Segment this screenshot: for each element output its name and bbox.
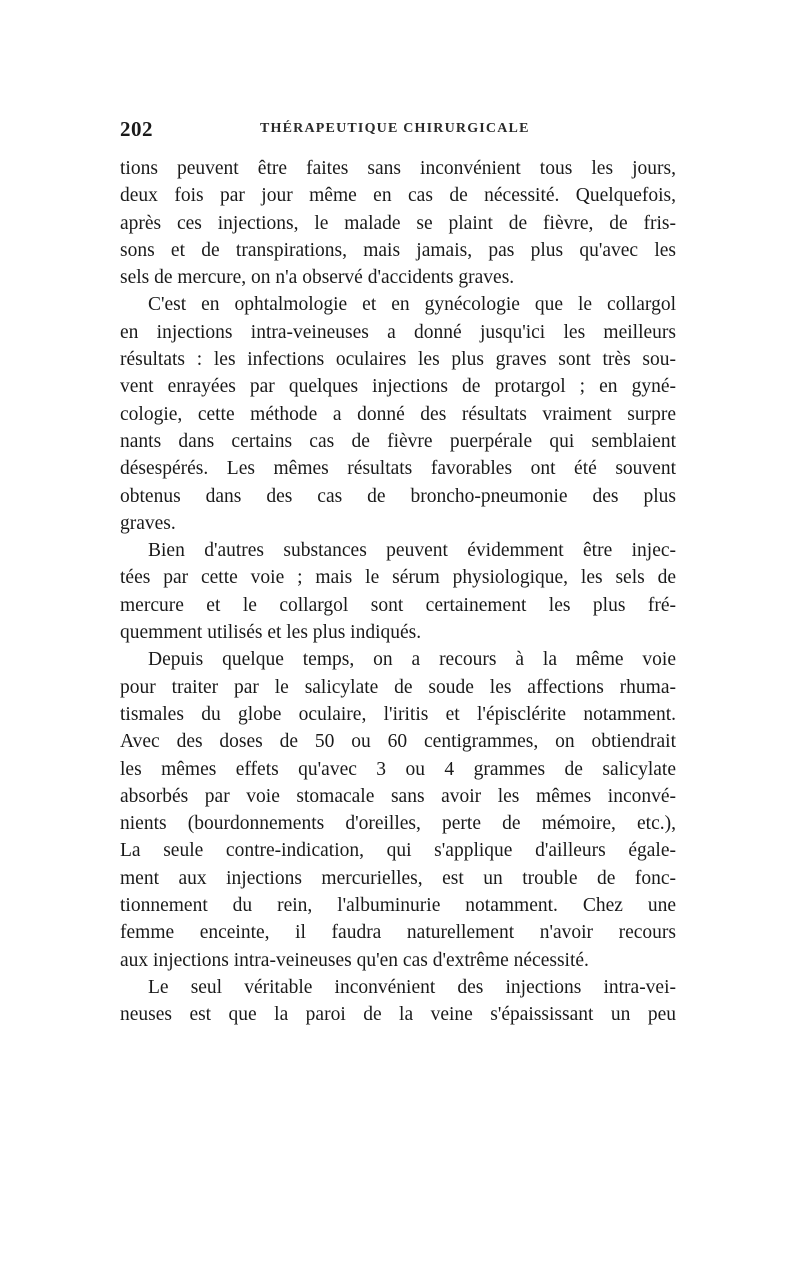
text-line: La seule contre-indication, qui s'applique d'ailleurs égale- (120, 840, 676, 862)
page-header (120, 117, 676, 143)
text-line: pour traiter par le salicylate de soude les affections rhuma- (120, 676, 676, 698)
text-line: aux injections intra-veineuses qu'en cas d'extrême nécessité. (120, 949, 589, 971)
text-line: absorbés par voie stomacale sans avoir les mêmes inconvé- (120, 785, 676, 807)
text-line: nients (bourdonnements d'oreilles, perte de mémoire, etc.), (120, 813, 676, 835)
text-line: sels de mercure, on n'a observé d'accidents graves. (120, 267, 515, 289)
text-line: en injections intra-veineuses a donné jusqu'ici les meilleurs (120, 321, 676, 343)
text-line: mercure et le collargol sont certainement les plus fré- (120, 594, 676, 616)
text-line: Depuis quelque temps, on a recours à la même voie (148, 649, 676, 671)
text-line: obtenus dans des cas de broncho-pneumonie des plus (120, 485, 676, 507)
text-line: tions peuvent être faites sans inconvénient tous les jours, (120, 158, 676, 179)
text-line: sons et de transpirations, mais jamais, pas plus qu'avec les (120, 239, 676, 261)
text-line: tionnement du rein, l'albuminurie notamment. Chez une (120, 895, 676, 917)
text-line: vent enrayées par quelques injections de protargol ; en gyné- (120, 376, 676, 398)
text-line: désespérés. Les mêmes résultats favorables ont été souvent (120, 458, 676, 480)
body-text (120, 155, 676, 1029)
text-line: graves. (120, 512, 176, 534)
text-line: cologie, cette méthode a donné des résultats vraiment surpre (120, 403, 676, 425)
text-line: Avec des doses de 50 ou 60 centigrammes, on obtiendrait (120, 731, 676, 753)
text-line: Bien d'autres substances peuvent évidemment être injec- (148, 540, 676, 562)
text-line: nants dans certains cas de fièvre puerpérale qui semblaient (120, 430, 676, 452)
text-line: les mêmes effets qu'avec 3 ou 4 grammes de salicylate (120, 758, 676, 780)
text-line: deux fois par jour même en cas de nécessité. Quelquefois, (120, 185, 676, 207)
text-line: C'est en ophtalmologie et en gynécologie que le collargol (148, 294, 676, 316)
text-line: femme enceinte, il faudra naturellement n'avoir recours (120, 922, 676, 944)
text-line: neuses est que la paroi de la veine s'épaississant un peu (120, 1004, 676, 1026)
text-line: résultats : les infections oculaires les plus graves sont très sou- (120, 349, 676, 371)
text-line: quemment utilisés et les plus indiqués. (120, 622, 422, 644)
text-line: Le seul véritable inconvénient des injections intra-vei- (148, 976, 676, 998)
text-line: tées par cette voie ; mais le sérum physiologique, les sels de (120, 567, 676, 589)
text-line: ment aux injections mercurielles, est un trouble de fonc- (120, 867, 676, 889)
text-line: tismales du globe oculaire, l'iritis et l'épisclérite notamment. (120, 703, 676, 725)
page-number: 202 (120, 117, 153, 141)
running-title: THÉRAPEUTIQUE CHIRURGICALE (260, 121, 530, 136)
text-line: après ces injections, le malade se plaint de fièvre, de fris- (120, 212, 676, 234)
